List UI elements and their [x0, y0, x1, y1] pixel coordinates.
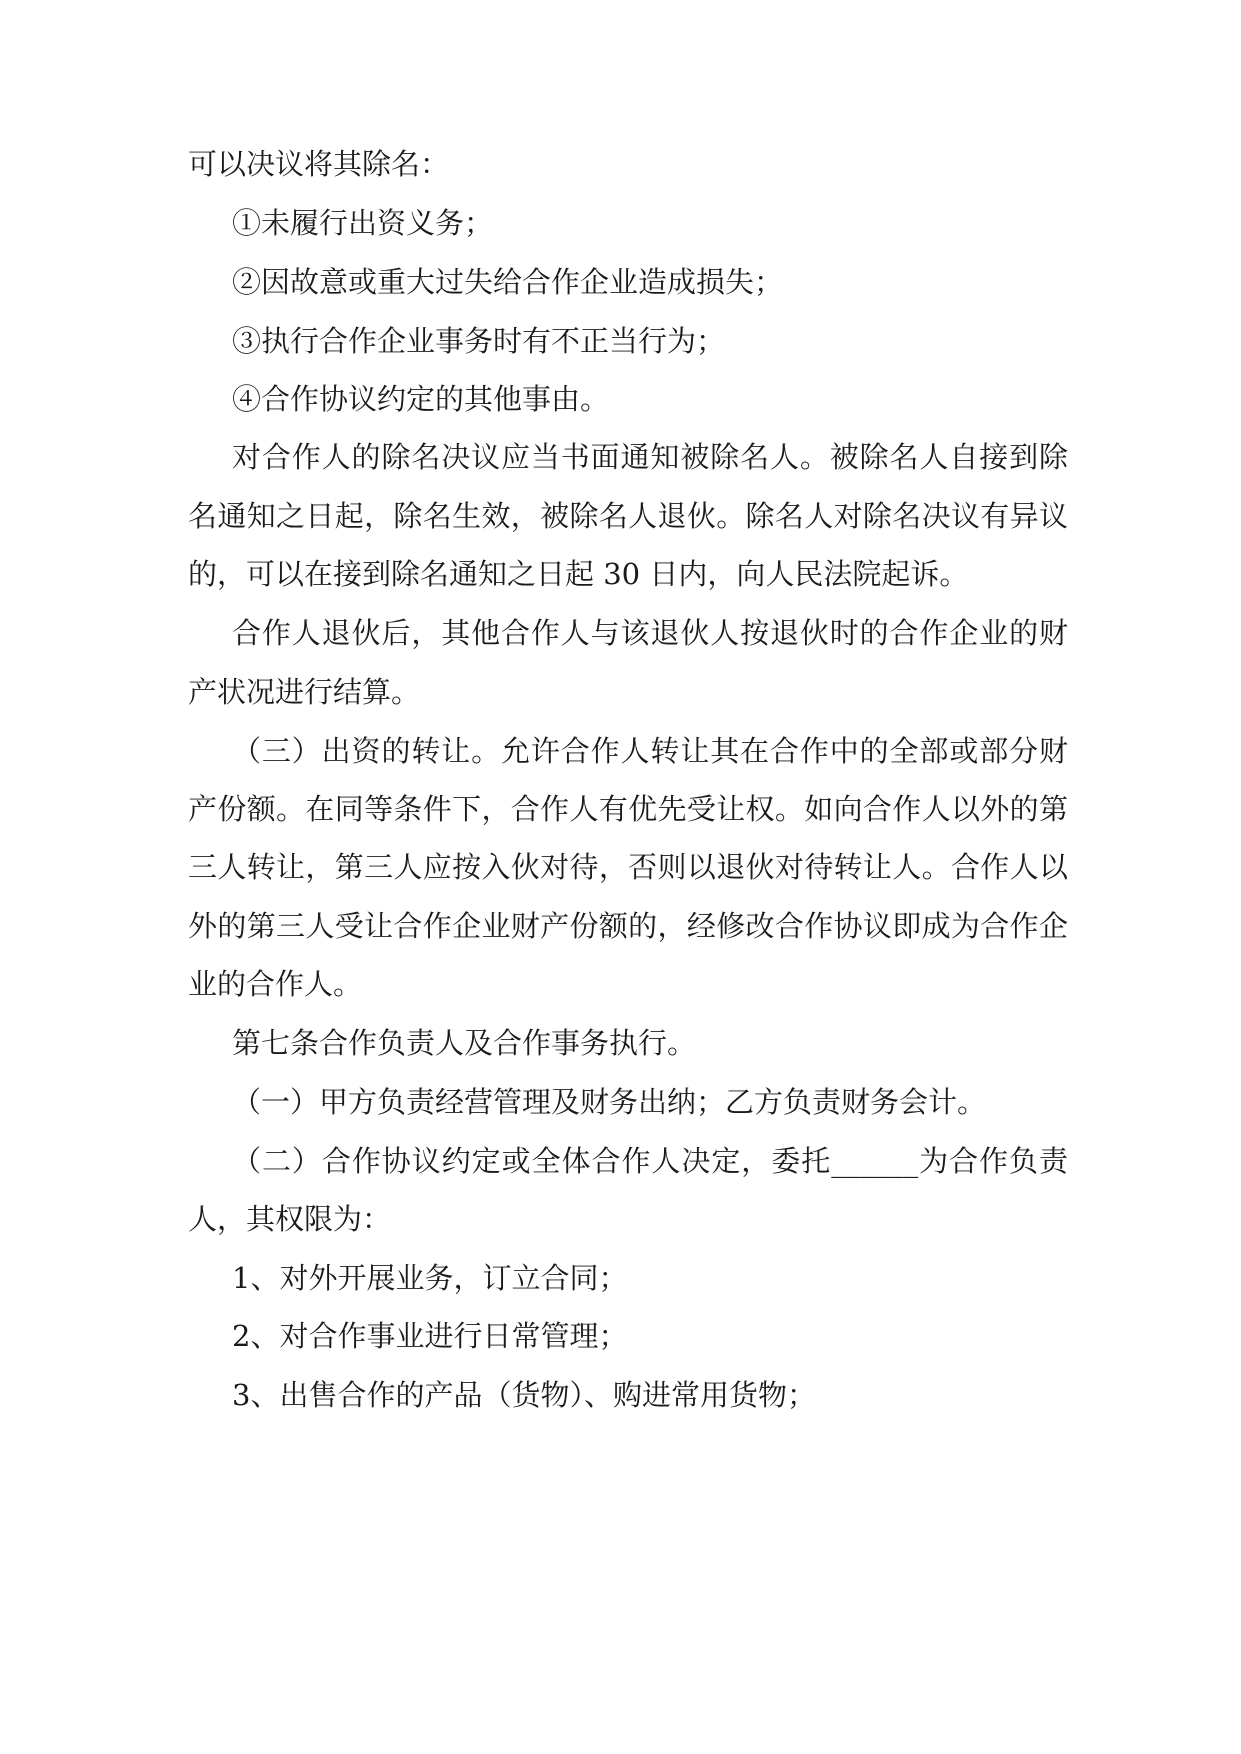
paragraph-transfer-line-3: 三人转让，第三人应按入伙对待，否则以退伙对待转让人。合作人以: [188, 850, 1068, 884]
authority-item-3: 3、出售合作的产品（货物）、购进常用货物；: [232, 1378, 816, 1412]
list-item-2: ②因故意或重大过失给合作企业造成损失；: [232, 265, 784, 299]
list-item-3: ③执行合作企业事务时有不正当行为；: [232, 324, 726, 358]
paragraph-transfer-line-1: （三）出资的转让。允许合作人转让其在合作中的全部或部分财: [232, 734, 1068, 768]
text-line-continuation: 可以决议将其除名：: [188, 147, 450, 181]
paragraph-transfer-line-4: 外的第三人受让合作企业财产份额的，经修改合作协议即成为合作企: [188, 909, 1068, 943]
list-item-1: ①未履行出资义务；: [232, 206, 494, 240]
clause-two-line-2: 人，其权限为：: [188, 1202, 392, 1236]
paragraph-settlement-line-1: 合作人退伙后，其他合作人与该退伙人按退伙时的合作企业的财: [232, 616, 1068, 650]
article-seven-heading: 第七条合作负责人及合作事务执行。: [232, 1026, 697, 1060]
list-item-4: ④合作协议约定的其他事由。: [232, 382, 610, 416]
authority-item-1: 1、对外开展业务，订立合同；: [232, 1261, 628, 1295]
paragraph-transfer-line-5: 业的合作人。: [188, 967, 363, 1001]
paragraph-transfer-line-2: 产份额。在同等条件下，合作人有优先受让权。如向合作人以外的第: [188, 792, 1068, 826]
authority-item-2: 2、对合作事业进行日常管理；: [232, 1319, 628, 1353]
paragraph-expulsion-line-3: 的，可以在接到除名通知之日起 30 日内，向人民法院起诉。: [188, 557, 969, 591]
paragraph-expulsion-line-1: 对合作人的除名决议应当书面通知被除名人。被除名人自接到除: [232, 440, 1068, 474]
paragraph-settlement-line-2: 产状况进行结算。: [188, 675, 421, 709]
paragraph-expulsion-line-2: 名通知之日起，除名生效，被除名人退伙。除名人对除名决议有异议: [188, 499, 1068, 533]
clause-two-line-1: （二）合作协议约定或全体合作人决定，委托______为合作负责: [232, 1144, 1068, 1178]
clause-one: （一）甲方负责经营管理及财务出纳；乙方负责财务会计。: [232, 1085, 987, 1119]
